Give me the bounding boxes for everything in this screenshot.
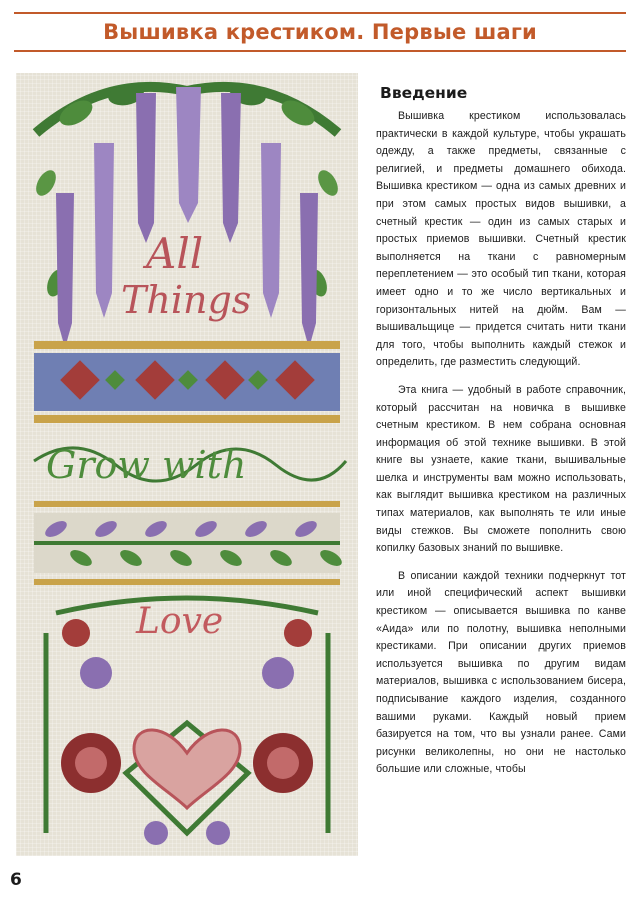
cross-stitch-sampler-photo <box>16 73 358 856</box>
paragraph-1: Вышивка крестиком использовалась практически в каждой культуре, чтобы украшать одежду, а также предметы, связанные с религией, и предметы домашнего обихода. Вышивка крестиком — одна из самых древних и при этом самых простых видов вышивки, а счетный крестик — один из самых старых и простых приемов вышивки. Счетный крестик выполняется на ткани с равномерным переплетением — это особый тип ткани, которая имеет одно и то же число вертикальных и горизонтальных нитей на дюйм. Вам — вышивальщице — придется считать нити ткани для того, чтобы выполнить каждый стежок и определить, где разместить следующий. <box>376 110 626 369</box>
stitched-words-grow-with: Grow with <box>46 443 247 487</box>
article-column <box>376 84 626 789</box>
section-heading: Введение <box>380 84 468 102</box>
paragraph-2: Эта книга — удобный в работе справочник, который рассчитан на новичка в вышивке счетным крестиком. В нем собрана основная информация об этой технике вышивки. В этой книге вы узнаете, какие ткани, вышивальные шелка и инструменты вам можно использовать, как выглядит вышивка крестиком на различных типах материалов, как выполнять те или иные виды стежков. Вы сможете пополнить свою копилку базовых знаний по вышивке. <box>376 383 626 555</box>
stitched-word-things: Things <box>121 278 252 322</box>
page-number: 6 <box>10 870 22 890</box>
sampler-illustration <box>16 73 358 856</box>
chapter-header <box>14 12 626 52</box>
border-band-diamonds <box>34 341 340 423</box>
stitched-word-all: All <box>146 229 204 278</box>
stitched-word-love: Love <box>136 601 224 642</box>
chapter-title: Вышивка крестиком. Первые шаги <box>103 20 537 44</box>
border-band-leaves <box>34 501 344 585</box>
paragraph-3: В описании каждой техники подчеркнут тот или иной специфический аспект вышивки крестиком — описывается вышивка по канве «Аида» или по полотну, вышивка неполными крестиками. При описании других приемов используется вышивка по другим видам материалов, вышивка с использованием бисера, подписывание каждого изделия, созданного вашими руками. Каждый новый прием базируется на том, что вы узнали ранее. Сами рисунки великолепны, но они не настолько большие или сложные, чтобы <box>376 569 626 776</box>
